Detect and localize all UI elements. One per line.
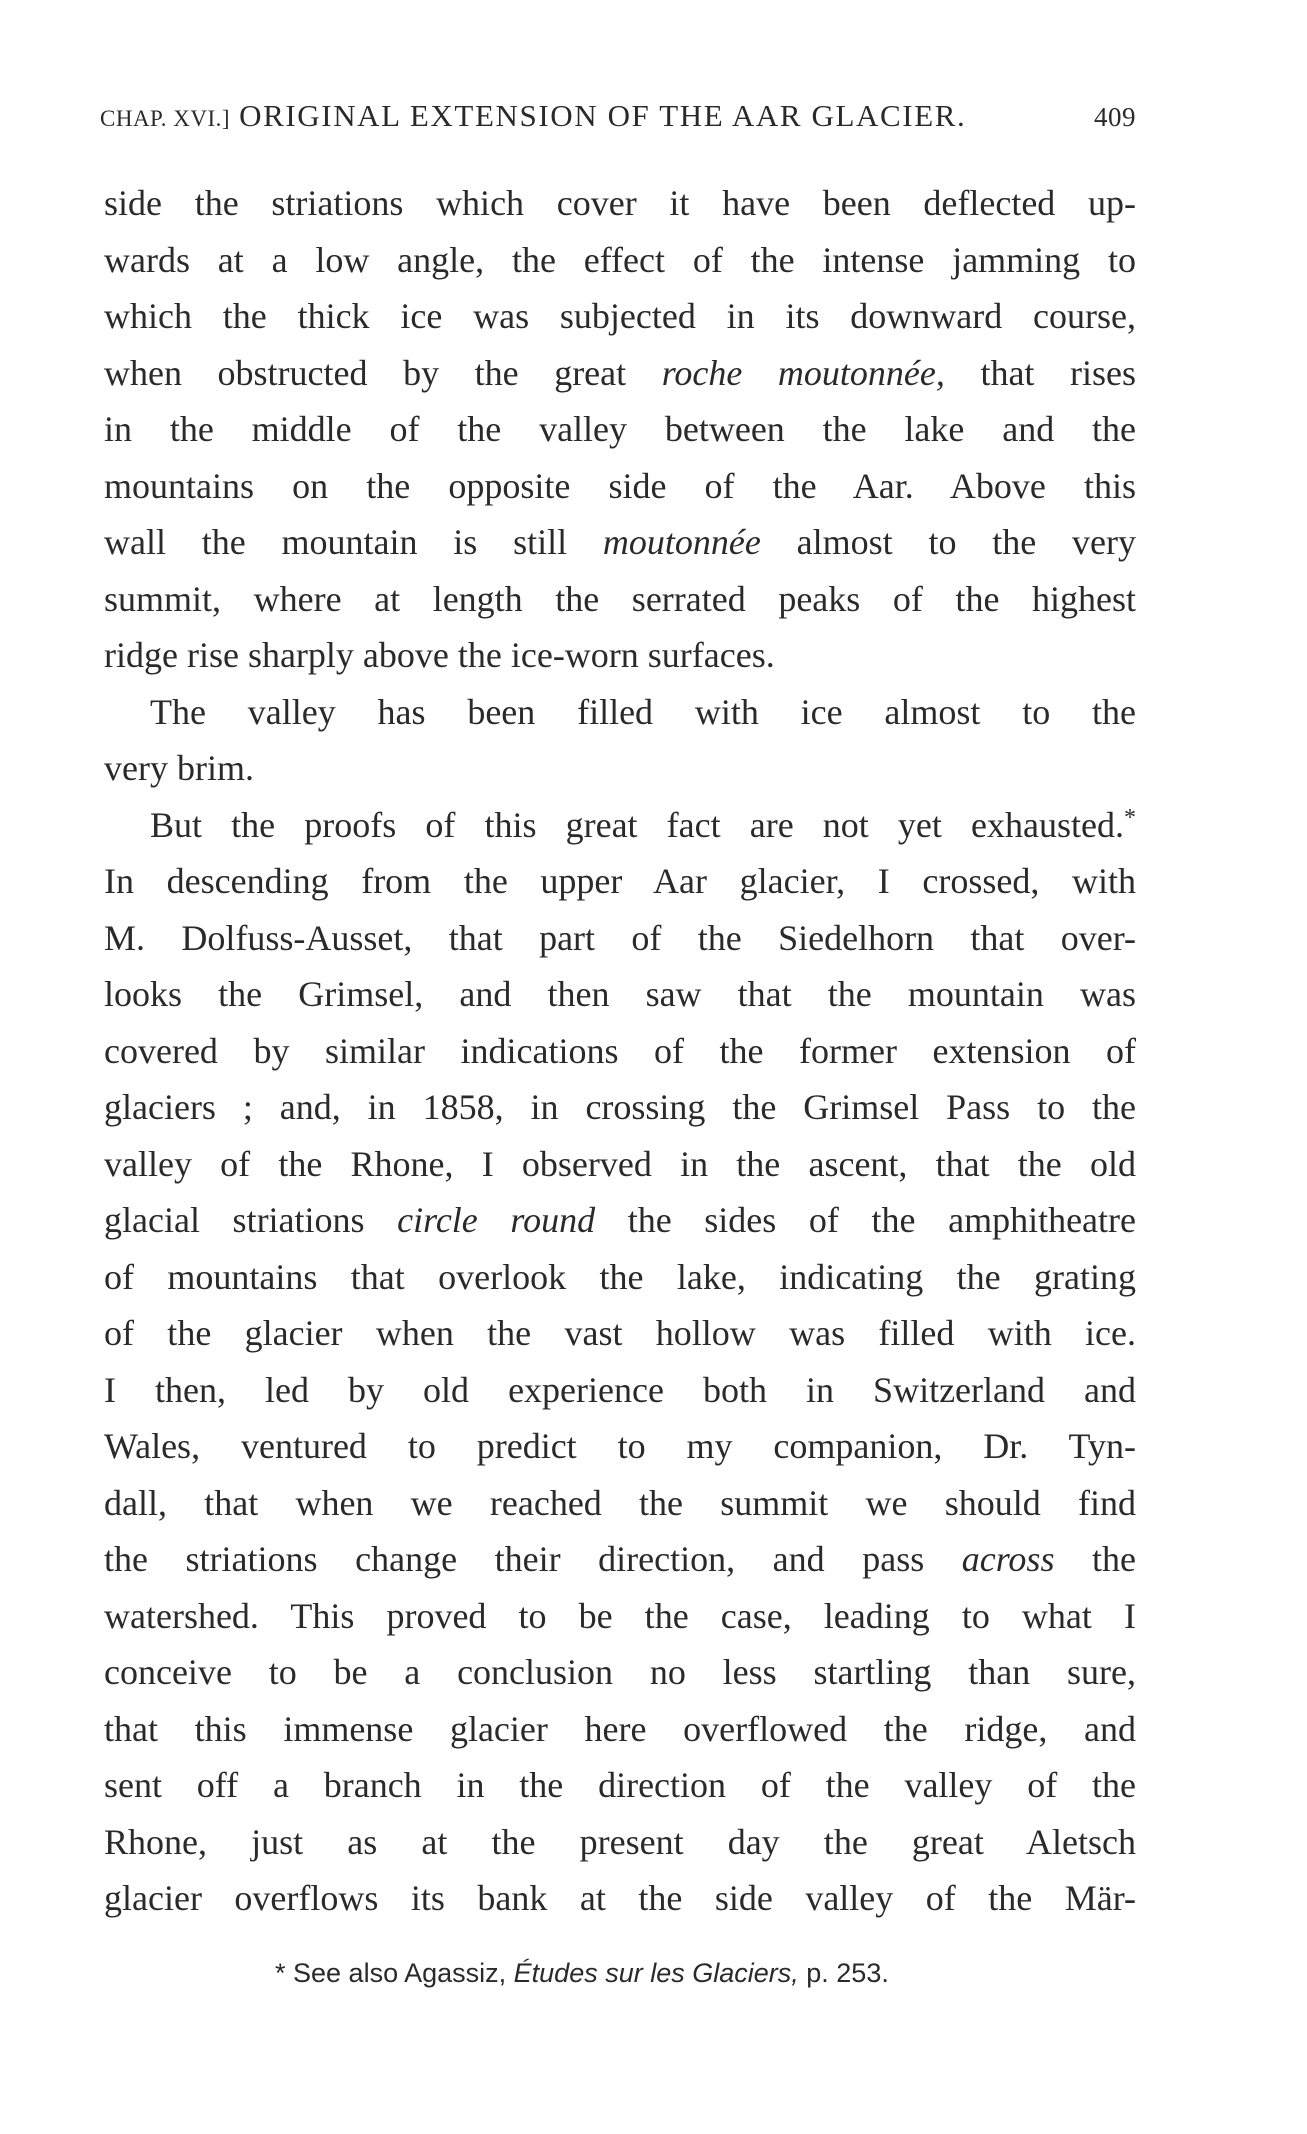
text-line: covered by similar indications of the former extension of (104, 1030, 1136, 1071)
text-line: in the middle of the valley between the lake and the (104, 409, 1136, 449)
text-line: summit, where at length the serrated peaks of the highest (104, 578, 1136, 619)
footnote: * See also Agassiz, Études sur les Glaciers, p. 253. (275, 1958, 889, 1988)
text-line: the striations change their direction, and pass across the (104, 1539, 1136, 1579)
text-line: wall the mountain is still moutonnée almost to the very (104, 522, 1136, 562)
text-line: glaciers ; and, in 1858, in crossing the Grimsel Pass to the (104, 1087, 1136, 1127)
text-line: valley of the Rhone, I observed in the ascent, that the old (104, 1143, 1136, 1184)
text-line: In descending from the upper Aar glacier, I crossed, with (104, 861, 1136, 901)
text-line: Rhone, just as at the present day the great Aletsch (104, 1821, 1136, 1862)
text-line: which the thick ice was subjected in its downward course, (104, 296, 1136, 336)
text-line: watershed. This proved to be the case, leading to what I (104, 1595, 1136, 1636)
chapter-label: CHAP. XVI.] (100, 106, 231, 131)
body-text (104, 175, 1136, 1927)
text-line: M. Dolfuss-Ausset, that part of the Siedelhorn that over- (104, 917, 1136, 958)
text-line: looks the Grimsel, and then saw that the mountain was (104, 974, 1136, 1014)
text-line: sent off a branch in the direction of the valley of the (104, 1765, 1136, 1805)
italic-term: circle round (397, 1200, 596, 1240)
text-line: when obstructed by the great roche moutonnée, that rises (104, 352, 1136, 393)
text-line: Wales, ventured to predict to my companion, Dr. Tyn- (104, 1426, 1136, 1466)
text-line: very brim. (104, 748, 254, 788)
text-line: The valley has been filled with ice almost to the (150, 691, 1136, 732)
italic-term: across (961, 1539, 1055, 1579)
text-line: glacier overflows its bank at the side valley of the Mär- (104, 1878, 1136, 1918)
text-line: glacial striations circle round the sides of the amphitheatre (104, 1200, 1136, 1240)
running-title: ORIGINAL EXTENSION OF THE AAR GLACIER. (239, 98, 967, 133)
text-line: wards at a low angle, the effect of the intense jamming to (104, 239, 1136, 280)
text-line: ridge rise sharply above the ice-worn surfaces. (104, 635, 775, 675)
text-line: I then, led by old experience both in Switzerland and (104, 1369, 1136, 1410)
text-line: But the proofs of this great fact are not yet exhausted.* (150, 804, 1136, 845)
italic-term: roche moutonnée, (661, 352, 945, 393)
footnote-marker: * (275, 1958, 286, 1988)
text-line: side the striations which cover it have been deflected up- (104, 183, 1136, 223)
text-line: that this immense glacier here overflowed the ridge, and (104, 1708, 1136, 1749)
text-line: mountains on the opposite side of the Aar. Above this (104, 465, 1136, 506)
footnote-marker: * (1124, 804, 1136, 831)
text-line: conceive to be a conclusion no less startling than sure, (104, 1652, 1136, 1692)
italic-term: moutonnée (602, 522, 761, 562)
running-head (100, 98, 1136, 138)
text-line: of mountains that overlook the lake, indicating the grating (104, 1256, 1136, 1297)
text-line: dall, that when we reached the summit we should find (104, 1482, 1136, 1523)
text-line: of the glacier when the vast hollow was filled with ice. (104, 1313, 1136, 1353)
footnote-book-title: Études sur les Glaciers, (513, 1958, 799, 1988)
page-number: 409 (1094, 102, 1136, 132)
